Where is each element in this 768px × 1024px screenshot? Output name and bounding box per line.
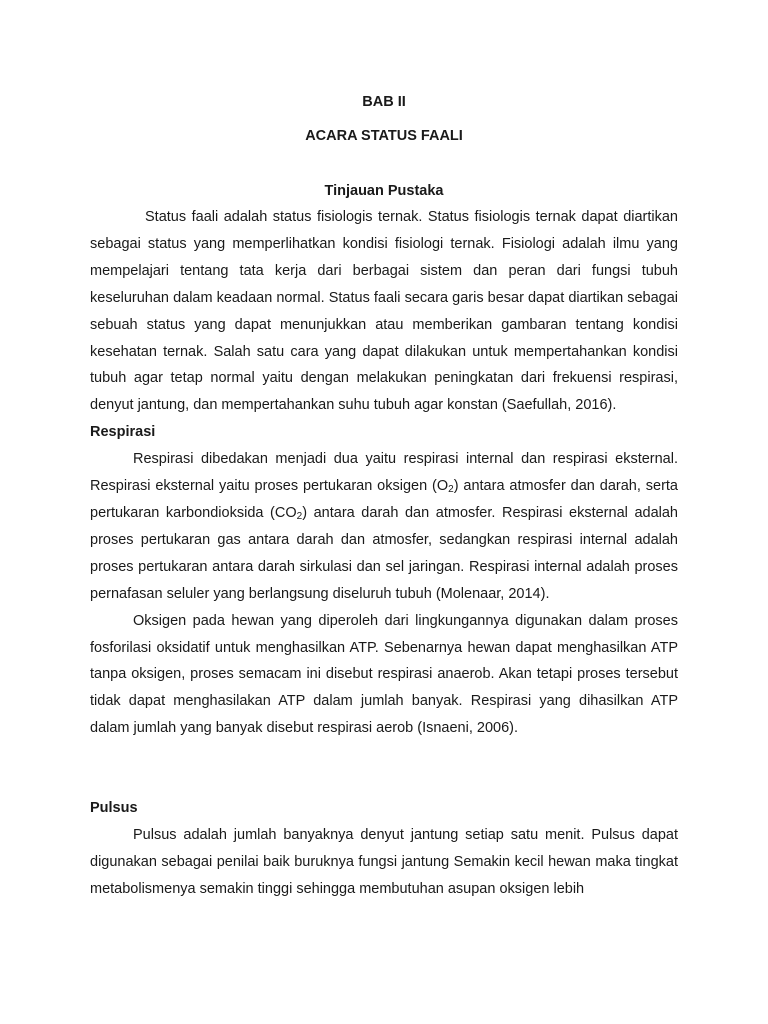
carbon-dioxide-subscript: 2 (296, 510, 303, 522)
intro-paragraph: Status faali adalah status fisiologis ternak. Status fisiologis ternak dapat diartikan sebagai status yang memperlihatkan kondisi fisiologi ternak. Fisiologi adalah ilmu yang mempelajari tentang tata kerja dari berbagai sistem dan peran dari fungsi tubuh keseluruhan dalam keadaan normal. Status faali secara garis besar dapat diartikan sebagai sebuah status yang dapat menunjukkan atau memberikan gambaran tentang kondisi kesehatan ternak. Salah satu cara yang dapat dilakukan untuk mempertahankan kondisi tubuh agar tetap normal yaitu dengan melakukan peningkatan dari frekuensi respirasi, denyut jantung, dan mempertahankan suhu tubuh agar konstan (Saefullah, 2016). (90, 209, 678, 414)
respirasi-p1-text-3: ) antara darah dan atmosfer. Respirasi eksternal adalah proses pertukaran gas antara darah dan atmosfer, sedangkan respirasi internal adalah proses pertukaran antara darah sirkulasi dan sel jaringan. Respirasi internal adalah proses pernafasan seluler yang berlangsung diseluruh tubuh (Molenaar, 2014). (90, 504, 678, 602)
respirasi-p1-text-1: Respirasi dibedakan menjadi dua yaitu respirasi internal dan respirasi eksternal. Respirasi eksternal yaitu proses pertukaran oksigen (O (90, 451, 678, 495)
chapter-number: BAB II (362, 94, 406, 110)
chapter-title: ACARA STATUS FAALI (305, 128, 463, 144)
page-content (90, 90, 678, 903)
section-subheading: Tinjauan Pustaka (324, 183, 444, 199)
pulsus-heading: Pulsus (90, 800, 138, 817)
section-spacer (90, 742, 678, 795)
respirasi-paragraph-1 (90, 446, 678, 607)
respirasi-paragraph-2: Oksigen pada hewan yang diperoleh dari lingkungannya digunakan dalam proses fosforilasi oksidatif untuk menghasilkan ATP. Sebenarnya hewan dapat menghasilkan ATP tanpa oksigen, proses semacam ini disebut respirasi anaerob. Akan tetapi proses tersebut tidak dapat menghasilakan ATP dalam jumlah banyak. Respirasi yang dihasilkan ATP dalam jumlah yang banyak disebut respirasi aerob (Isnaeni, 2006). (90, 612, 678, 737)
oxygen-subscript: 2 (448, 484, 454, 496)
respirasi-heading: Respirasi (90, 424, 156, 441)
respirasi-p1-text-2: ) antara atmosfer dan darah, serta pertukaran karbondioksida (CO (90, 478, 678, 521)
pulsus-paragraph-1: Pulsus adalah jumlah banyaknya denyut jantung setiap satu menit. Pulsus dapat digunakan sebagai penilai baik buruknya fungsi jantung Semakin kecil hewan maka tingkat metabolismenya semakin tinggi sehingga membutuhan asupan oksigen lebih (90, 827, 678, 897)
